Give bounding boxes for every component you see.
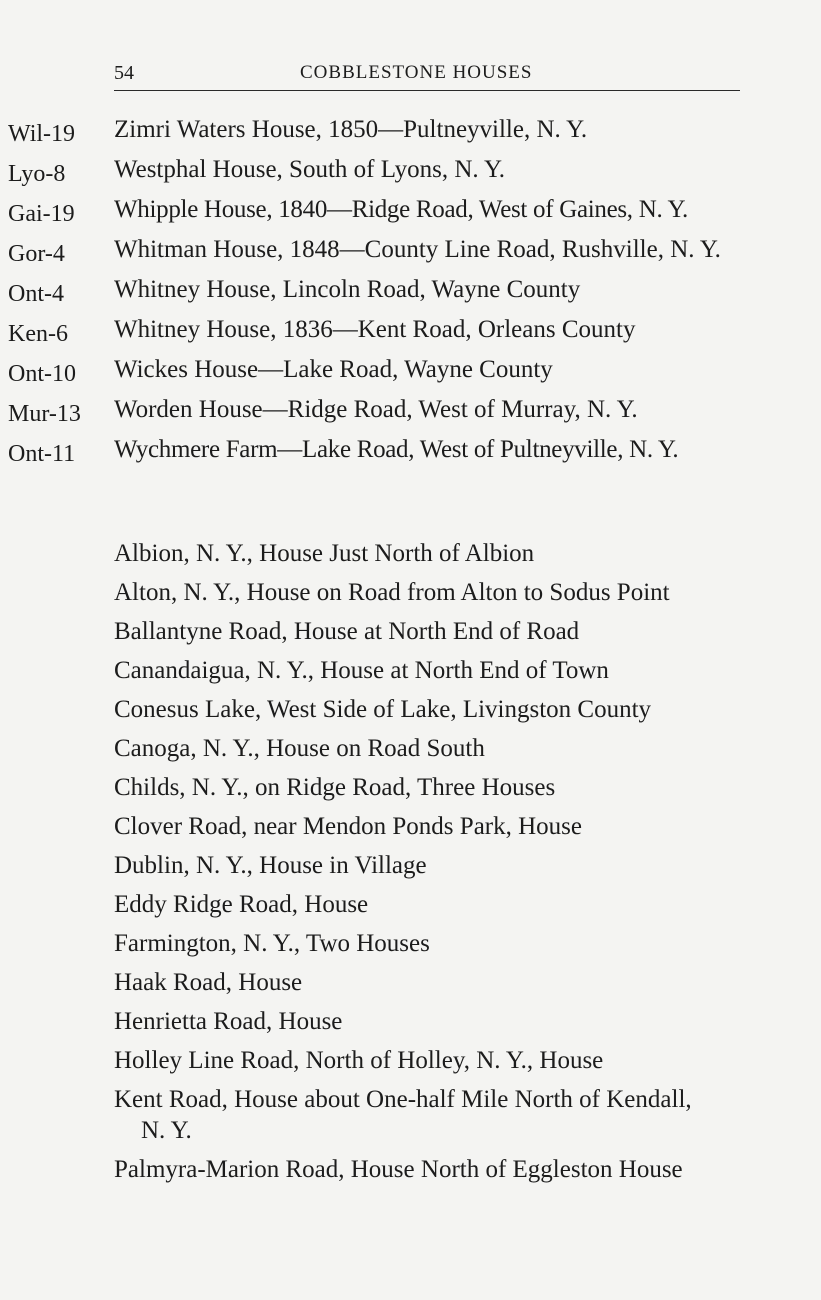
- location-item: Kent Road, House about One-half Mile North of Kendall, N. Y.: [114, 1086, 692, 1144]
- house-entry: [0, 434, 821, 466]
- location-item: Canandaigua, N. Y., House at North End of Town: [114, 657, 609, 684]
- entry-text: Wychmere Farm—Lake Road, West of Pultneyville, N. Y.: [114, 436, 679, 463]
- location-item: Ballantyne Road, House at North End of Road: [114, 618, 580, 645]
- location-item: Dublin, N. Y., House in Village: [114, 852, 427, 879]
- location-item: Holley Line Road, North of Holley, N. Y., House: [114, 1047, 604, 1074]
- house-entry: [0, 154, 821, 186]
- location-item: Haak Road, House: [114, 969, 303, 996]
- entry-code: Lyo-8: [8, 161, 66, 187]
- location-list: [114, 538, 754, 1193]
- location-item: Childs, N. Y., on Ridge Road, Three Houses: [114, 774, 556, 801]
- entry-code: Ont-11: [8, 441, 76, 467]
- house-entry: [0, 194, 821, 226]
- entry-code: Ont-4: [8, 281, 64, 307]
- entry-text: Wickes House—Lake Road, Wayne County: [114, 356, 553, 383]
- entry-text: Worden House—Ridge Road, West of Murray, N. Y.: [114, 396, 638, 423]
- location-item: Palmyra-Marion Road, House North of Eggleston House: [114, 1156, 683, 1183]
- location-item: Eddy Ridge Road, House: [114, 891, 369, 918]
- house-entry: [0, 274, 821, 306]
- house-entry: [0, 394, 821, 426]
- house-entry-list: [0, 114, 821, 474]
- running-header: [114, 62, 740, 91]
- location-item: Clover Road, near Mendon Ponds Park, House: [114, 813, 582, 840]
- location-item: Canoga, N. Y., House on Road South: [114, 735, 485, 762]
- house-entry: [0, 314, 821, 346]
- location-item: Albion, N. Y., House Just North of Albion: [114, 540, 535, 567]
- entry-code: Wil-19: [8, 121, 76, 147]
- entry-code: Gai-19: [8, 201, 75, 227]
- entry-text: Whitman House, 1848—County Line Road, Rushville, N. Y.: [114, 236, 721, 263]
- house-entry: [0, 114, 821, 146]
- entry-code: Gor-4: [8, 241, 65, 267]
- entry-text: Whipple House, 1840—Ridge Road, West of Gaines, N. Y.: [114, 196, 688, 223]
- running-title: COBBLESTONE HOUSES: [300, 62, 533, 83]
- house-entry: [0, 354, 821, 386]
- entry-code: Ken-6: [8, 321, 68, 347]
- house-entry: [0, 234, 821, 266]
- location-item: Alton, N. Y., House on Road from Alton to Sodus Point: [114, 579, 670, 606]
- entry-text: Whitney House, Lincoln Road, Wayne County: [114, 276, 581, 303]
- location-item: Henrietta Road, House: [114, 1008, 343, 1035]
- entry-code: Ont-10: [8, 361, 76, 387]
- entry-text: Whitney House, 1836—Kent Road, Orleans County: [114, 316, 636, 343]
- location-item: Farmington, N. Y., Two Houses: [114, 930, 430, 957]
- page-number: 54: [114, 62, 134, 84]
- entry-code: Mur-13: [8, 401, 81, 427]
- entry-text: Zimri Waters House, 1850—Pultneyville, N. Y.: [114, 116, 588, 143]
- location-item: Conesus Lake, West Side of Lake, Livingston County: [114, 696, 652, 723]
- entry-text: Westphal House, South of Lyons, N. Y.: [114, 156, 506, 183]
